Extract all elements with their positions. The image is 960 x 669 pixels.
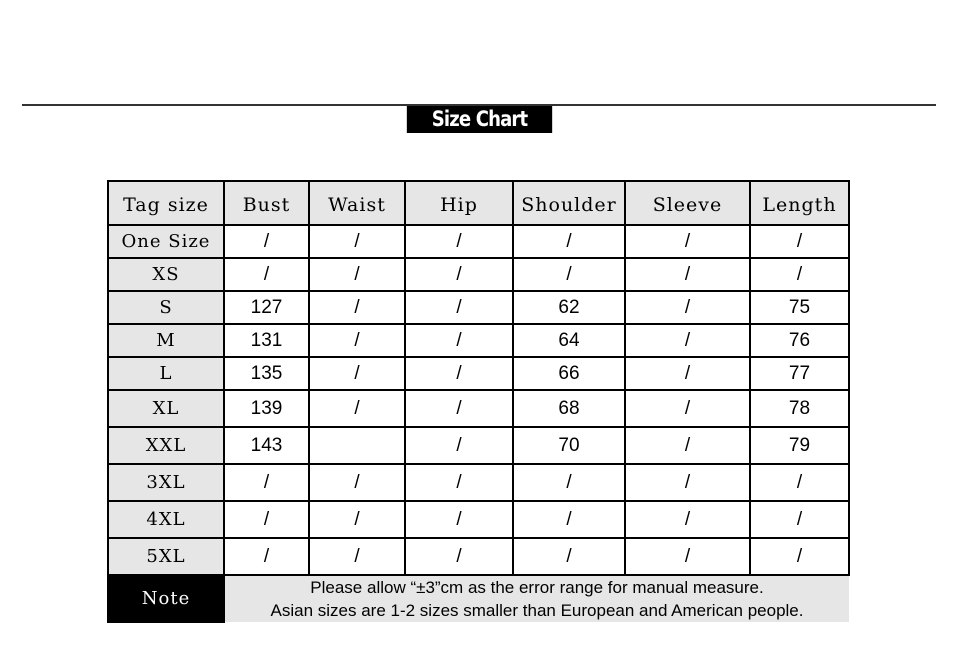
hip-cell: /: [405, 390, 513, 427]
table-row: [108, 258, 849, 291]
table-row: [108, 464, 849, 501]
shoulder-cell: /: [513, 258, 625, 291]
shoulder-cell: 70: [513, 427, 625, 464]
tag-size-cell: XS: [108, 258, 224, 291]
table-row: [108, 324, 849, 357]
hip-cell: /: [405, 464, 513, 501]
shoulder-cell: 64: [513, 324, 625, 357]
tag-size-cell: 5XL: [108, 538, 224, 575]
table-row: [108, 357, 849, 390]
length-cell: 78: [750, 390, 849, 427]
length-cell: /: [750, 225, 849, 258]
header-cell-length: Length: [750, 181, 849, 225]
shoulder-cell: 62: [513, 291, 625, 324]
waist-cell: [309, 427, 405, 464]
length-cell: 77: [750, 357, 849, 390]
table-row: [108, 390, 849, 427]
length-cell: /: [750, 258, 849, 291]
bust-cell: 127: [224, 291, 309, 324]
hip-cell: /: [405, 324, 513, 357]
note-line-1: Please allow “±3”cm as the error range for manual measure.: [310, 578, 764, 597]
tag-size-cell: 4XL: [108, 501, 224, 538]
hip-cell: /: [405, 427, 513, 464]
header-cell-sleeve: Sleeve: [625, 181, 750, 225]
table-body: [108, 225, 849, 575]
tag-size-cell: XL: [108, 390, 224, 427]
waist-cell: /: [309, 258, 405, 291]
header-row: [108, 181, 849, 225]
waist-cell: /: [309, 501, 405, 538]
shoulder-cell: 66: [513, 357, 625, 390]
length-cell: /: [750, 538, 849, 575]
length-cell: 79: [750, 427, 849, 464]
hip-cell: /: [405, 258, 513, 291]
tag-size-cell: M: [108, 324, 224, 357]
shoulder-cell: /: [513, 501, 625, 538]
sleeve-cell: /: [625, 390, 750, 427]
bust-cell: 143: [224, 427, 309, 464]
table-row: [108, 501, 849, 538]
shoulder-cell: 68: [513, 390, 625, 427]
length-cell: 75: [750, 291, 849, 324]
waist-cell: /: [309, 324, 405, 357]
sleeve-cell: /: [625, 538, 750, 575]
bust-cell: 139: [224, 390, 309, 427]
bust-cell: 135: [224, 357, 309, 390]
waist-cell: /: [309, 464, 405, 501]
tag-size-cell: XXL: [108, 427, 224, 464]
bust-cell: /: [224, 501, 309, 538]
sleeve-cell: /: [625, 357, 750, 390]
bust-cell: /: [224, 258, 309, 291]
hip-cell: /: [405, 291, 513, 324]
waist-cell: /: [309, 390, 405, 427]
hip-cell: /: [405, 501, 513, 538]
length-cell: /: [750, 464, 849, 501]
note-row: [108, 575, 849, 622]
table-row: [108, 225, 849, 258]
table-row: [108, 538, 849, 575]
waist-cell: /: [309, 225, 405, 258]
header-cell-shoulder: Shoulder: [513, 181, 625, 225]
sleeve-cell: /: [625, 324, 750, 357]
bust-cell: /: [224, 225, 309, 258]
waist-cell: /: [309, 357, 405, 390]
sleeve-cell: /: [625, 225, 750, 258]
header-cell-waist: Waist: [309, 181, 405, 225]
page-title: Size Chart: [407, 106, 552, 133]
sleeve-cell: /: [625, 501, 750, 538]
tag-size-cell: L: [108, 357, 224, 390]
length-cell: /: [750, 501, 849, 538]
length-cell: 76: [750, 324, 849, 357]
shoulder-cell: /: [513, 464, 625, 501]
note-line-2: Asian sizes are 1-2 sizes smaller than European and American people.: [270, 601, 804, 620]
header-cell-tag-size: Tag size: [108, 181, 224, 225]
bust-cell: /: [224, 464, 309, 501]
bust-cell: /: [224, 538, 309, 575]
shoulder-cell: /: [513, 225, 625, 258]
header-cell-bust: Bust: [224, 181, 309, 225]
table-row: [108, 427, 849, 464]
sleeve-cell: /: [625, 427, 750, 464]
tag-size-cell: One Size: [108, 225, 224, 258]
table-row: [108, 291, 849, 324]
tag-size-cell: 3XL: [108, 464, 224, 501]
sleeve-cell: /: [625, 464, 750, 501]
note-label: Note: [108, 575, 224, 622]
shoulder-cell: /: [513, 538, 625, 575]
tag-size-cell: S: [108, 291, 224, 324]
waist-cell: /: [309, 538, 405, 575]
sleeve-cell: /: [625, 258, 750, 291]
hip-cell: /: [405, 357, 513, 390]
size-chart-table: [107, 180, 850, 623]
note-text: [224, 575, 849, 622]
header-cell-hip: Hip: [405, 181, 513, 225]
waist-cell: /: [309, 291, 405, 324]
hip-cell: /: [405, 538, 513, 575]
sleeve-cell: /: [625, 291, 750, 324]
bust-cell: 131: [224, 324, 309, 357]
hip-cell: /: [405, 225, 513, 258]
